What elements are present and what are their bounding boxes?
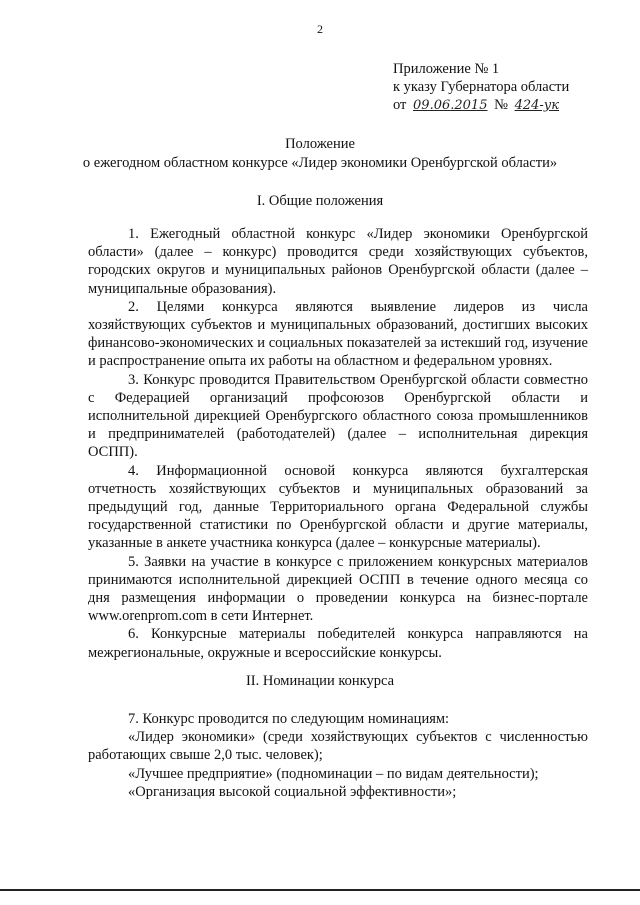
handwritten-number: 424-ук xyxy=(514,98,560,113)
title-line-2: о ежегодном областном конкурсе «Лидер экономики Оренбургской области» xyxy=(82,155,558,171)
appendix-block xyxy=(393,60,569,115)
bottom-border-line xyxy=(0,889,640,891)
appendix-reference: к указу Губернатора области xyxy=(393,79,570,95)
section-2-heading: II. Номинации конкурса xyxy=(245,673,395,689)
section-2-body xyxy=(88,710,588,801)
nomination-item: «Лучшее предприятие» (подноминации – по видам деятельности); xyxy=(128,765,539,782)
nomination-item: «Организация высокой социальной эффективности»; xyxy=(128,783,457,800)
nomination-item: «Лидер экономики» (среди хозяйствующих субъектов с численностью работающих свыше 2,0 тыс. человек); xyxy=(88,729,588,764)
section-1-body xyxy=(88,225,588,662)
paragraph-4: 4. Информационной основой конкурса являются бухгалтерская отчетность хозяйствующих субъектов и муниципальных образований за предыдущий год, данные Территориального органа Федеральной службы государственной статистики по Оренбургской области и другие материалы, указанные в анкете участника конкурса (далее – конкурсные материалы). xyxy=(88,462,588,552)
paragraph-3: 3. Конкурс проводится Правительством Оренбургской области совместно с Федерацией организаций профсоюзов Оренбургской области и исполнительной дирекцией Оренбургского областного союза промышленников и предпринимателей (работодателей) (далее – исполнительная дирекция ОСПП). xyxy=(88,371,588,461)
appendix-date-number xyxy=(393,96,569,115)
paragraph-2: 2. Целями конкурса являются выявление лидеров из числа хозяйствующих субъектов и муниципальных образований, достигших высоких финансово-экономических и социальных показателей за истекший год, изучение и распространение опыта их работы на областном и федеральном уровнях. xyxy=(88,298,588,370)
from-label: от xyxy=(393,97,407,113)
title-line-1: Положение xyxy=(285,136,355,152)
nominations-intro: 7. Конкурс проводится по следующим номинациям: xyxy=(128,711,450,727)
appendix-title: Приложение № 1 xyxy=(393,61,500,77)
paragraph-5: 5. Заявки на участие в конкурсе с приложением конкурсных материалов принимаются исполнительной дирекцией ОСПП в течение одного месяца со дня размещения информации о проведении конкурса на бизнес-портале www.orenprom.com в сети Интернет. xyxy=(88,553,588,625)
document-title xyxy=(0,135,640,173)
paragraph-1: 1. Ежегодный областной конкурс «Лидер экономики Оренбургской области» (далее – конкурс) проводится среди хозяйствующих субъектов, городских округов и муниципальных районов Оренбургской области (далее – муниципальные образования). xyxy=(88,226,588,297)
handwritten-date: 09.06.2015 xyxy=(413,98,488,113)
page-number: 2 xyxy=(317,22,323,36)
section-1-heading: I. Общие положения xyxy=(256,193,384,209)
paragraph-6: 6. Конкурсные материалы победителей конкурса направляются на межрегиональные, окружные и всероссийские конкурсы. xyxy=(88,626,588,661)
number-label: № xyxy=(494,97,508,113)
